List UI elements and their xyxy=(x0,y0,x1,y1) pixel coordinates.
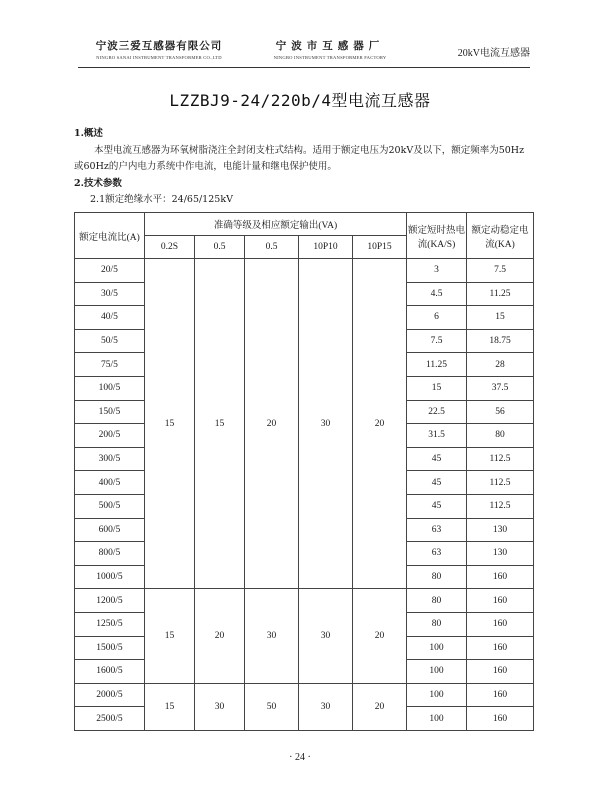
rated-output-cell: 30 xyxy=(245,589,299,683)
thermal-current-cell: 80 xyxy=(407,589,467,613)
factory-name-cn: 宁波市互感器厂 xyxy=(275,40,385,52)
header-rated-ratio: 额定电流比(A) xyxy=(75,213,145,259)
rated-ratio-cell: 400/5 xyxy=(75,471,145,495)
rated-ratio-cell: 1200/5 xyxy=(75,589,145,613)
table-row xyxy=(75,259,534,283)
rated-ratio-cell: 800/5 xyxy=(75,542,145,566)
dynamic-current-cell: 56 xyxy=(467,400,534,424)
thermal-current-cell: 63 xyxy=(407,518,467,542)
rated-output-cell: 20 xyxy=(353,259,407,589)
rated-output-cell: 20 xyxy=(195,589,245,683)
rated-output-cell: 30 xyxy=(299,259,353,589)
rated-ratio-cell: 500/5 xyxy=(75,494,145,518)
dynamic-current-cell: 160 xyxy=(467,636,534,660)
rated-ratio-cell: 1600/5 xyxy=(75,660,145,684)
header-thermal-current: 额定短时热电流(KA/S) xyxy=(407,213,467,259)
thermal-current-cell: 7.5 xyxy=(407,329,467,353)
header-section-label: 20kV电流互感器 xyxy=(457,48,530,59)
class-header: 10P10 xyxy=(299,236,353,259)
rated-ratio-cell: 1000/5 xyxy=(75,565,145,589)
rated-output-cell: 20 xyxy=(353,589,407,683)
rated-output-cell: 15 xyxy=(145,589,195,683)
rated-ratio-cell: 1500/5 xyxy=(75,636,145,660)
rated-ratio-cell: 50/5 xyxy=(75,329,145,353)
dynamic-current-cell: 112.5 xyxy=(467,471,534,495)
rated-ratio-cell: 40/5 xyxy=(75,306,145,330)
rated-ratio-cell: 150/5 xyxy=(75,400,145,424)
dynamic-current-cell: 160 xyxy=(467,660,534,684)
table-row xyxy=(75,683,534,707)
thermal-current-cell: 100 xyxy=(407,683,467,707)
page-header xyxy=(78,38,530,78)
thermal-current-cell: 80 xyxy=(407,612,467,636)
rated-ratio-cell: 2500/5 xyxy=(75,707,145,731)
rated-ratio-cell: 1250/5 xyxy=(75,612,145,636)
thermal-current-cell: 63 xyxy=(407,542,467,566)
rated-ratio-cell: 30/5 xyxy=(75,282,145,306)
dynamic-current-cell: 18.75 xyxy=(467,329,534,353)
rated-output-cell: 30 xyxy=(195,683,245,730)
rated-output-cell: 15 xyxy=(145,683,195,730)
thermal-current-cell: 3 xyxy=(407,259,467,283)
dynamic-current-cell: 160 xyxy=(467,707,534,731)
section-1-heading: 1.概述 xyxy=(74,128,103,139)
thermal-current-cell: 45 xyxy=(407,447,467,471)
dynamic-current-cell: 28 xyxy=(467,353,534,377)
page-number: · 24 · xyxy=(289,752,311,763)
rated-ratio-cell: 2000/5 xyxy=(75,683,145,707)
dynamic-current-cell: 37.5 xyxy=(467,376,534,400)
dynamic-current-cell: 160 xyxy=(467,565,534,589)
rated-ratio-cell: 300/5 xyxy=(75,447,145,471)
dynamic-current-cell: 80 xyxy=(467,424,534,448)
rated-output-cell: 15 xyxy=(195,259,245,589)
rated-output-cell: 20 xyxy=(353,683,407,730)
rated-output-cell: 15 xyxy=(145,259,195,589)
table-row xyxy=(75,589,534,613)
dynamic-current-cell: 112.5 xyxy=(467,494,534,518)
section-2-heading: 2.技术参数 xyxy=(74,178,122,189)
class-header: 10P15 xyxy=(353,236,407,259)
factory-name-en: NINGBO INSTRUMENT TRANSFORMER FACTORY xyxy=(273,55,387,60)
thermal-current-cell: 100 xyxy=(407,707,467,731)
factory-block xyxy=(256,38,404,60)
thermal-current-cell: 100 xyxy=(407,636,467,660)
thermal-current-cell: 45 xyxy=(407,494,467,518)
dynamic-current-cell: 160 xyxy=(467,683,534,707)
thermal-current-cell: 31.5 xyxy=(407,424,467,448)
rated-output-cell: 20 xyxy=(245,259,299,589)
thermal-current-cell: 22.5 xyxy=(407,400,467,424)
rated-ratio-cell: 100/5 xyxy=(75,376,145,400)
dynamic-current-cell: 130 xyxy=(467,518,534,542)
company-name-en: NINGBO SANAI INSTRUMENT TRANSFORMER CO.,LTD xyxy=(96,55,222,60)
rated-ratio-cell: 20/5 xyxy=(75,259,145,283)
dynamic-current-cell: 112.5 xyxy=(467,447,534,471)
dynamic-current-cell: 160 xyxy=(467,589,534,613)
thermal-current-cell: 100 xyxy=(407,660,467,684)
rated-ratio-cell: 75/5 xyxy=(75,353,145,377)
page-title: LZZBJ9-24/220b/4型电流互感器 xyxy=(169,91,431,110)
class-header: 0.5 xyxy=(245,236,299,259)
rated-output-cell: 30 xyxy=(299,589,353,683)
section-1-body: 本型电流互感器为环氧树脂浇注全封闭支柱式结构。适用于额定电压为20kV及以下，额定频率为50Hz或60Hz的户内电力系统中作电流，电能计量和继电保护使用。 xyxy=(74,145,525,172)
dynamic-current-cell: 7.5 xyxy=(467,259,534,283)
thermal-current-cell: 6 xyxy=(407,306,467,330)
thermal-current-cell: 15 xyxy=(407,376,467,400)
insulation-level: 2.1额定绝缘水平：24/65/125kV xyxy=(90,194,233,205)
thermal-current-cell: 4.5 xyxy=(407,282,467,306)
header-rule xyxy=(78,67,530,68)
rated-output-cell: 30 xyxy=(299,683,353,730)
class-header: 0.5 xyxy=(195,236,245,259)
company-block xyxy=(78,38,240,60)
rated-ratio-cell: 200/5 xyxy=(75,424,145,448)
rated-output-cell: 50 xyxy=(245,683,299,730)
header-dynamic-current: 额定动稳定电流(KA) xyxy=(467,213,534,259)
class-header: 0.2S xyxy=(145,236,195,259)
company-name-cn: 宁波三爱互感器有限公司 xyxy=(95,40,223,52)
dynamic-current-cell: 11.25 xyxy=(467,282,534,306)
thermal-current-cell: 45 xyxy=(407,471,467,495)
parameters-table xyxy=(74,212,534,731)
header-accuracy-output: 准确等级及相应额定输出(VA) xyxy=(145,213,407,236)
rated-ratio-cell: 600/5 xyxy=(75,518,145,542)
thermal-current-cell: 80 xyxy=(407,565,467,589)
thermal-current-cell: 11.25 xyxy=(407,353,467,377)
dynamic-current-cell: 160 xyxy=(467,612,534,636)
dynamic-current-cell: 130 xyxy=(467,542,534,566)
dynamic-current-cell: 15 xyxy=(467,306,534,330)
